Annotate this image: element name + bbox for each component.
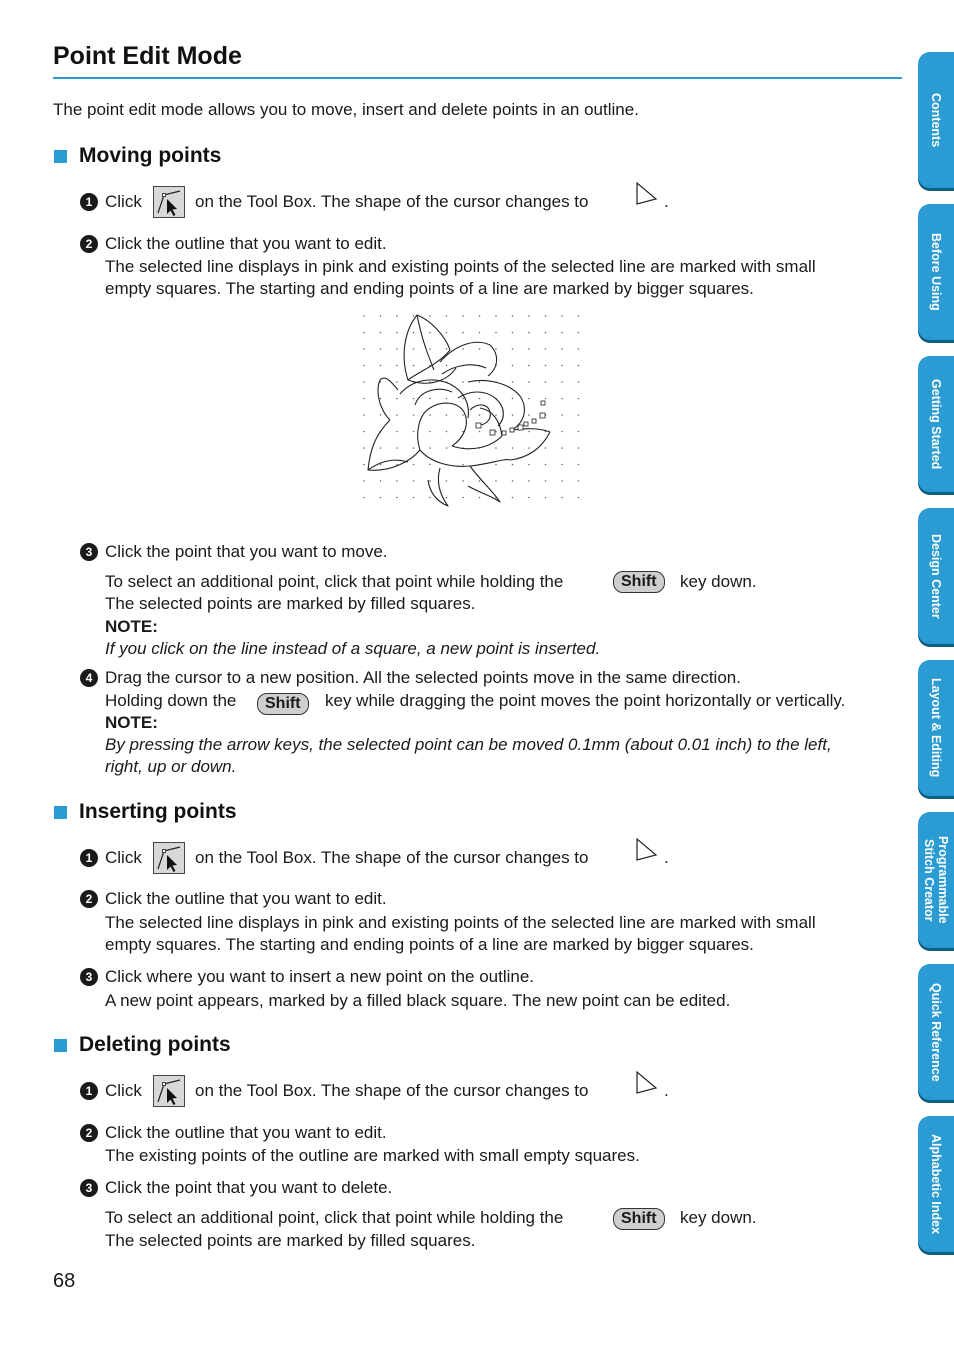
tab-layout-editing[interactable] [918, 660, 954, 796]
grid-dot [578, 447, 580, 449]
section-bullet-icon [54, 806, 67, 819]
grid-dot [512, 365, 514, 367]
grid-dot [561, 398, 563, 400]
grid-dot [429, 398, 431, 400]
step-number-icon: 3 [80, 543, 98, 561]
grid-dot [578, 480, 580, 482]
grid-dot [495, 464, 497, 466]
grid-dot [446, 348, 448, 350]
grid-dot [446, 414, 448, 416]
grid-dot [545, 332, 547, 334]
grid-dot [363, 464, 365, 466]
tab-programmable-stitch-creator[interactable] [918, 812, 954, 948]
grid-dot [479, 332, 481, 334]
grid-dot [495, 431, 497, 433]
grid-dot [462, 464, 464, 466]
title-underline [53, 77, 902, 79]
grid-dot [446, 431, 448, 433]
grid-dot [396, 497, 398, 499]
grid-dot [363, 480, 365, 482]
step-text: Click the outline that you want to edit. [105, 889, 387, 908]
grid-dot [413, 447, 415, 449]
grid-dot [413, 414, 415, 416]
note-label: NOTE: [105, 617, 158, 636]
tab-alphabetic-index[interactable] [918, 1116, 954, 1252]
grid-dot [545, 315, 547, 317]
grid-dot [561, 464, 563, 466]
grid-dot [413, 332, 415, 334]
grid-dot [528, 431, 530, 433]
grid-dot [462, 480, 464, 482]
grid-dot [495, 332, 497, 334]
grid-dot [380, 332, 382, 334]
step-text: key while dragging the point moves the point horizontally or vertically. [325, 691, 846, 710]
grid-dot [380, 315, 382, 317]
grid-dot [528, 480, 530, 482]
grid-dot [380, 365, 382, 367]
grid-dot [429, 414, 431, 416]
grid-dot [479, 315, 481, 317]
grid-dot [528, 348, 530, 350]
grid-dot [429, 464, 431, 466]
grid-dot [512, 447, 514, 449]
step-text: Click [105, 848, 142, 867]
grid-dot [479, 480, 481, 482]
grid-dot [528, 464, 530, 466]
grid-dot [545, 365, 547, 367]
grid-dot [429, 431, 431, 433]
note-label: NOTE: [105, 713, 158, 732]
step-number-icon: 1 [80, 1082, 98, 1100]
intro-text: The point edit mode allows you to move, insert and delete points in an outline. [53, 100, 639, 119]
grid-dot [462, 414, 464, 416]
grid-dot [479, 431, 481, 433]
grid-dot [429, 315, 431, 317]
grid-dot [396, 315, 398, 317]
grid-dot [462, 497, 464, 499]
grid-dot [479, 497, 481, 499]
section-bullet-icon [54, 1039, 67, 1052]
grid-dot [578, 431, 580, 433]
grid-dot [512, 414, 514, 416]
grid-dot [380, 398, 382, 400]
step-text: The selected points are marked by filled squares. [105, 1231, 476, 1250]
step-number-icon: 1 [80, 849, 98, 867]
step-text: The existing points of the outline are marked with small empty squares. [105, 1146, 640, 1165]
grid-dot [413, 497, 415, 499]
step-text: Holding down the [105, 691, 237, 710]
grid-dot [363, 431, 365, 433]
tab-label: Getting Started [929, 378, 943, 470]
tab-label: Contents [929, 92, 943, 148]
grid-dot [446, 365, 448, 367]
page-number: 68 [53, 1270, 76, 1292]
grid-dot [561, 447, 563, 449]
arrow-cursor-icon [634, 1070, 660, 1096]
grid-dot [528, 398, 530, 400]
rose-outline-illustration [360, 310, 584, 514]
grid-dot [429, 447, 431, 449]
grid-dot [578, 398, 580, 400]
shift-key-icon: Shift [613, 571, 665, 593]
section-bullet-icon [54, 150, 67, 163]
grid-dot [561, 365, 563, 367]
step-number-icon: 1 [80, 193, 98, 211]
step-text: Click [105, 1081, 142, 1100]
grid-dot [363, 497, 365, 499]
grid-dot [396, 365, 398, 367]
grid-dot [545, 480, 547, 482]
section-heading-deleting: Deleting points [79, 1033, 231, 1056]
grid-dot [479, 348, 481, 350]
step-text: . [664, 1081, 669, 1100]
grid-dot [561, 348, 563, 350]
tab-before-using[interactable] [918, 204, 954, 340]
grid-dot [363, 414, 365, 416]
grid-dot [528, 497, 530, 499]
grid-dot [528, 381, 530, 383]
step-number-icon: 2 [80, 1124, 98, 1142]
tab-label: Layout & Editing [929, 678, 943, 778]
grid-dot [545, 447, 547, 449]
grid-dot [512, 348, 514, 350]
grid-dot [462, 315, 464, 317]
grid-dot [380, 447, 382, 449]
arrow-cursor-icon [634, 181, 660, 207]
grid-dot [578, 348, 580, 350]
grid-dot [512, 332, 514, 334]
grid-dot [545, 497, 547, 499]
grid-dot [413, 315, 415, 317]
tab-label: Quick Reference [929, 982, 943, 1082]
grid-dot [413, 431, 415, 433]
note-text: If you click on the line instead of a square, a new point is inserted. [105, 639, 601, 658]
step-text: Click the outline that you want to edit. [105, 1123, 387, 1142]
tab-label: Alphabetic Index [929, 1133, 943, 1235]
section-heading-moving: Moving points [79, 144, 222, 167]
step-text: Click [105, 192, 142, 211]
point-edit-tool-icon [153, 186, 185, 218]
grid-dot [561, 414, 563, 416]
step-text: The selected points are marked by filled squares. [105, 594, 476, 613]
grid-dot [512, 497, 514, 499]
grid-dot [512, 398, 514, 400]
point-edit-tool-icon [153, 842, 185, 874]
step-number-icon: 3 [80, 968, 98, 986]
grid-dot [396, 447, 398, 449]
grid-dot [429, 497, 431, 499]
step-text: Click where you want to insert a new point on the outline. [105, 967, 535, 986]
arrow-cursor-icon [634, 837, 660, 863]
grid-dot [528, 332, 530, 334]
grid-dot [380, 414, 382, 416]
grid-dot [429, 332, 431, 334]
page-title: Point Edit Mode [53, 42, 242, 70]
grid-dot [495, 414, 497, 416]
tab-quick-reference[interactable] [918, 964, 954, 1100]
tab-getting-started[interactable] [918, 356, 954, 492]
grid-dot [545, 348, 547, 350]
grid-dot [479, 398, 481, 400]
step-text: key down. [680, 1208, 757, 1227]
grid-dot [413, 480, 415, 482]
grid-dot [462, 348, 464, 350]
tab-label: Programmable Stitch Creator [922, 836, 950, 924]
grid-dot [380, 348, 382, 350]
grid-dot [528, 447, 530, 449]
step-number-icon: 4 [80, 669, 98, 687]
grid-dot [413, 365, 415, 367]
grid-dot [561, 480, 563, 482]
grid-dot [396, 480, 398, 482]
grid-dot [528, 315, 530, 317]
grid-dot [462, 332, 464, 334]
grid-dot [396, 431, 398, 433]
tab-label: Before Using [929, 233, 943, 311]
grid-dot [396, 398, 398, 400]
grid-dot [578, 414, 580, 416]
grid-dot [363, 381, 365, 383]
grid-dot [462, 398, 464, 400]
step-text: To select an additional point, click that point while holding the [105, 572, 564, 591]
step-text: Click the point that you want to move. [105, 542, 388, 561]
grid-dot [578, 381, 580, 383]
grid-dot [446, 480, 448, 482]
grid-dot [446, 497, 448, 499]
step-text: To select an additional point, click that point while holding the [105, 1208, 564, 1227]
step-text: . [664, 848, 669, 867]
grid-dot [545, 398, 547, 400]
grid-dot [528, 414, 530, 416]
grid-dot [495, 447, 497, 449]
step-text: Click the point that you want to delete. [105, 1178, 393, 1197]
tab-label: Design Center [929, 533, 943, 619]
step-text: empty squares. The starting and ending points of a line are marked by bigger squares. [105, 279, 754, 298]
grid-dot [462, 381, 464, 383]
grid-dot [495, 480, 497, 482]
grid-dot [578, 365, 580, 367]
grid-dot [561, 431, 563, 433]
grid-dot [396, 348, 398, 350]
grid-dot [495, 315, 497, 317]
grid-dot [380, 497, 382, 499]
grid-dot [446, 315, 448, 317]
grid-dot [561, 381, 563, 383]
grid-dot [363, 447, 365, 449]
grid-dot [561, 497, 563, 499]
grid-dot [561, 332, 563, 334]
grid-dot [446, 398, 448, 400]
step-text: empty squares. The starting and ending points of a line are marked by bigger squares. [105, 935, 754, 954]
step-text: Drag the cursor to a new position. All the selected points move in the same direction. [105, 668, 741, 687]
grid-dot [396, 381, 398, 383]
step-text: The selected line displays in pink and existing points of the selected line are marked with small [105, 913, 816, 932]
step-number-icon: 2 [80, 235, 98, 253]
grid-dot [512, 381, 514, 383]
step-number-icon: 3 [80, 1179, 98, 1197]
step-text: . [664, 192, 669, 211]
shift-key-icon: Shift [613, 1208, 665, 1230]
grid-dot [528, 365, 530, 367]
step-text: Click the outline that you want to edit. [105, 234, 387, 253]
grid-dot [396, 332, 398, 334]
grid-dot [545, 381, 547, 383]
grid-dot [479, 414, 481, 416]
point-edit-tool-icon [153, 1075, 185, 1107]
grid-dot [512, 464, 514, 466]
grid-dot [446, 447, 448, 449]
grid-dot [495, 348, 497, 350]
grid-dot [512, 315, 514, 317]
grid-dot [413, 348, 415, 350]
grid-dot [413, 464, 415, 466]
section-heading-inserting: Inserting points [79, 800, 237, 823]
step-text: A new point appears, marked by a filled black square. The new point can be edited. [105, 991, 731, 1010]
grid-dot [512, 480, 514, 482]
grid-dot [479, 381, 481, 383]
grid-dot [429, 480, 431, 482]
grid-dot [380, 464, 382, 466]
grid-dot [413, 398, 415, 400]
tab-design-center[interactable] [918, 508, 954, 644]
grid-dot [578, 497, 580, 499]
step-text: on the Tool Box. The shape of the cursor changes to [195, 192, 589, 211]
shift-key-icon: Shift [257, 693, 309, 715]
grid-dot [578, 332, 580, 334]
grid-dot [363, 348, 365, 350]
grid-dot [396, 414, 398, 416]
grid-dot [363, 332, 365, 334]
grid-dot [561, 315, 563, 317]
step-text: The selected line displays in pink and existing points of the selected line are marked with small [105, 257, 816, 276]
grid-dot [578, 315, 580, 317]
grid-dot [545, 464, 547, 466]
tab-contents[interactable] [918, 52, 954, 188]
step-text: key down. [680, 572, 757, 591]
note-text: right, up or down. [105, 757, 237, 776]
grid-dot [363, 315, 365, 317]
step-number-icon: 2 [80, 890, 98, 908]
grid-dot [578, 464, 580, 466]
grid-dot [429, 348, 431, 350]
step-text: on the Tool Box. The shape of the cursor changes to [195, 1081, 589, 1100]
grid-dot [363, 398, 365, 400]
step-text: on the Tool Box. The shape of the cursor changes to [195, 848, 589, 867]
grid-dot [446, 332, 448, 334]
grid-dot [363, 365, 365, 367]
note-text: By pressing the arrow keys, the selected point can be moved 0.1mm (about 0.01 inch) to the left, [105, 735, 832, 754]
grid-dot [380, 480, 382, 482]
